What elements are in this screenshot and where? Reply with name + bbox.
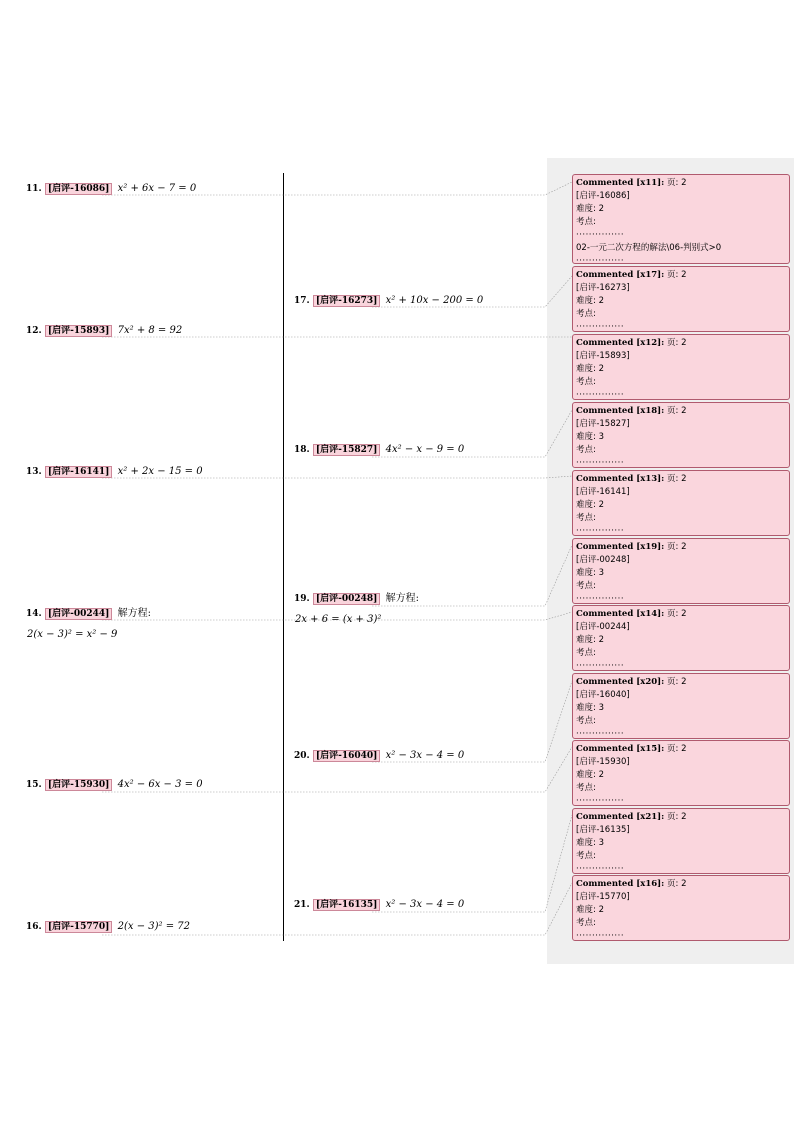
problem-number: 18. — [294, 445, 310, 455]
comment-dots: ··············· — [576, 256, 625, 266]
problem-18 — [294, 444, 464, 456]
problem-13 — [26, 466, 203, 478]
problem-number: 19. — [294, 594, 310, 604]
problem-code-tag: [启评-00248] — [313, 593, 381, 605]
comment-code: [启评-16086] — [576, 191, 630, 201]
comment-x11[interactable] — [572, 174, 790, 264]
comment-dots: ··············· — [576, 458, 625, 468]
problem-equation: x² + 2x − 15 = 0 — [117, 466, 203, 477]
comment-dots: ··············· — [576, 230, 625, 240]
problem-equation: x² − 3x − 4 = 0 — [385, 750, 465, 761]
comment-point: 考点: — [576, 217, 596, 227]
comment-header: Commented [x18]: — [576, 406, 665, 416]
comment-difficulty: 难度: 3 — [576, 703, 604, 713]
comment-x13[interactable] — [572, 470, 790, 536]
comment-x20[interactable] — [572, 673, 790, 739]
comment-x19[interactable] — [572, 538, 790, 604]
problem-14-equation: 2(x − 3)² = x² − 9 — [27, 629, 118, 640]
comment-dots: ··············· — [576, 864, 625, 874]
comment-extra: 02-一元二次方程的解法\06-判别式>0 — [576, 243, 722, 253]
comment-dots: ··············· — [576, 729, 625, 739]
problem-code-tag: [启评-16273] — [313, 295, 381, 307]
comment-header: Commented [x11]: — [576, 178, 665, 188]
problem-code-tag: [启评-16141] — [45, 466, 113, 478]
problem-code-tag: [启评-15827] — [313, 444, 381, 456]
comment-code: [启评-00244] — [576, 622, 630, 632]
comment-point: 考点: — [576, 513, 596, 523]
comment-point: 考点: — [576, 377, 596, 387]
comment-code: [启评-15827] — [576, 419, 630, 429]
comment-code: [启评-00248] — [576, 555, 630, 565]
comment-dots: ··············· — [576, 594, 625, 604]
comment-page: 页: 2 — [667, 542, 687, 552]
problem-16 — [26, 921, 190, 933]
comment-page: 页: 2 — [667, 338, 687, 348]
comment-point: 考点: — [576, 445, 596, 455]
comment-header: Commented [x12]: — [576, 338, 665, 348]
comment-page: 页: 2 — [667, 270, 687, 280]
comment-point: 考点: — [576, 648, 596, 658]
comment-difficulty: 难度: 2 — [576, 635, 604, 645]
comment-difficulty: 难度: 2 — [576, 364, 604, 374]
problem-number: 14. — [26, 609, 42, 619]
problem-equation: 4x² − x − 9 = 0 — [385, 444, 465, 455]
problem-code-tag: [启评-16086] — [45, 183, 113, 195]
comment-dots: ··············· — [576, 796, 625, 806]
problem-equation: x² + 6x − 7 = 0 — [117, 183, 197, 194]
comment-x18[interactable] — [572, 402, 790, 468]
comment-x14[interactable] — [572, 605, 790, 671]
comment-difficulty: 难度: 2 — [576, 905, 604, 915]
problem-17 — [294, 295, 483, 307]
problem-number: 15. — [26, 780, 42, 790]
comment-header: Commented [x19]: — [576, 542, 665, 552]
comment-point: 考点: — [576, 783, 596, 793]
problem-equation: x² + 10x − 200 = 0 — [385, 295, 484, 306]
comment-x21[interactable] — [572, 808, 790, 874]
problem-11 — [26, 183, 196, 195]
comment-code: [启评-16135] — [576, 825, 630, 835]
comment-code: [启评-15893] — [576, 351, 630, 361]
comment-code: [启评-16273] — [576, 283, 630, 293]
comment-dots: ··············· — [576, 526, 625, 536]
problem-equation: 7x² + 8 = 92 — [117, 325, 183, 336]
problem-21 — [294, 899, 464, 911]
comment-page: 页: 2 — [667, 474, 687, 484]
problem-20 — [294, 750, 464, 762]
comment-difficulty: 难度: 3 — [576, 432, 604, 442]
comment-x15[interactable] — [572, 740, 790, 806]
problem-12 — [26, 325, 182, 337]
comment-page: 页: 2 — [667, 406, 687, 416]
comment-page: 页: 2 — [667, 609, 687, 619]
problem-code-tag: [启评-16135] — [313, 899, 381, 911]
comment-header: Commented [x21]: — [576, 812, 665, 822]
problem-number: 11. — [26, 184, 42, 194]
problem-number: 12. — [26, 326, 42, 336]
comment-dots: ··············· — [576, 390, 625, 400]
problem-number: 17. — [294, 296, 310, 306]
comment-difficulty: 难度: 3 — [576, 838, 604, 848]
problem-code-tag: [启评-00244] — [45, 608, 113, 620]
column-divider — [283, 173, 284, 941]
comment-page: 页: 2 — [667, 178, 687, 188]
comment-point: 考点: — [576, 851, 596, 861]
comment-x12[interactable] — [572, 334, 790, 400]
comment-difficulty: 难度: 2 — [576, 296, 604, 306]
problem-code-tag: [启评-15930] — [45, 779, 113, 791]
problem-instruction: 解方程: — [385, 593, 419, 604]
problem-equation: 4x² − 6x − 3 = 0 — [117, 779, 203, 790]
comment-page: 页: 2 — [667, 677, 687, 687]
problem-15 — [26, 779, 203, 791]
problem-code-tag: [启评-15770] — [45, 921, 113, 933]
comment-header: Commented [x13]: — [576, 474, 665, 484]
comment-header: Commented [x17]: — [576, 270, 665, 280]
comment-point: 考点: — [576, 581, 596, 591]
problem-number: 21. — [294, 900, 310, 910]
problem-equation: x² − 3x − 4 = 0 — [385, 899, 465, 910]
comment-page: 页: 2 — [667, 744, 687, 754]
comment-page: 页: 2 — [667, 812, 687, 822]
comment-dots: ··············· — [576, 931, 625, 941]
problem-14 — [26, 608, 151, 620]
comment-dots: ··············· — [576, 661, 625, 671]
comment-code: [启评-16040] — [576, 690, 630, 700]
problem-number: 20. — [294, 751, 310, 761]
comment-dots: ··············· — [576, 322, 625, 332]
problem-19 — [294, 593, 419, 605]
problem-19-equation: 2x + 6 = (x + 3)² — [295, 614, 382, 625]
problem-number: 16. — [26, 922, 42, 932]
comment-header: Commented [x15]: — [576, 744, 665, 754]
comment-difficulty: 难度: 2 — [576, 500, 604, 510]
comment-code: [启评-15930] — [576, 757, 630, 767]
comment-header: Commented [x16]: — [576, 879, 665, 889]
problem-equation: 2(x − 3)² = 72 — [117, 921, 190, 932]
problem-instruction: 解方程: — [117, 608, 151, 619]
comment-page: 页: 2 — [667, 879, 687, 889]
problem-code-tag: [启评-16040] — [313, 750, 381, 762]
leader-line-21 — [372, 815, 572, 912]
problem-code-tag: [启评-15893] — [45, 325, 113, 337]
problem-number: 13. — [26, 467, 42, 477]
comment-header: Commented [x14]: — [576, 609, 665, 619]
comment-point: 考点: — [576, 309, 596, 319]
comment-code: [启评-16141] — [576, 487, 630, 497]
comment-difficulty: 难度: 2 — [576, 770, 604, 780]
comment-difficulty: 难度: 2 — [576, 204, 604, 214]
comment-point: 考点: — [576, 716, 596, 726]
comment-header: Commented [x20]: — [576, 677, 665, 687]
comment-x17[interactable] — [572, 266, 790, 332]
comment-x16[interactable] — [572, 875, 790, 941]
comment-code: [启评-15770] — [576, 892, 630, 902]
comment-point: 考点: — [576, 918, 596, 928]
comment-difficulty: 难度: 3 — [576, 568, 604, 578]
